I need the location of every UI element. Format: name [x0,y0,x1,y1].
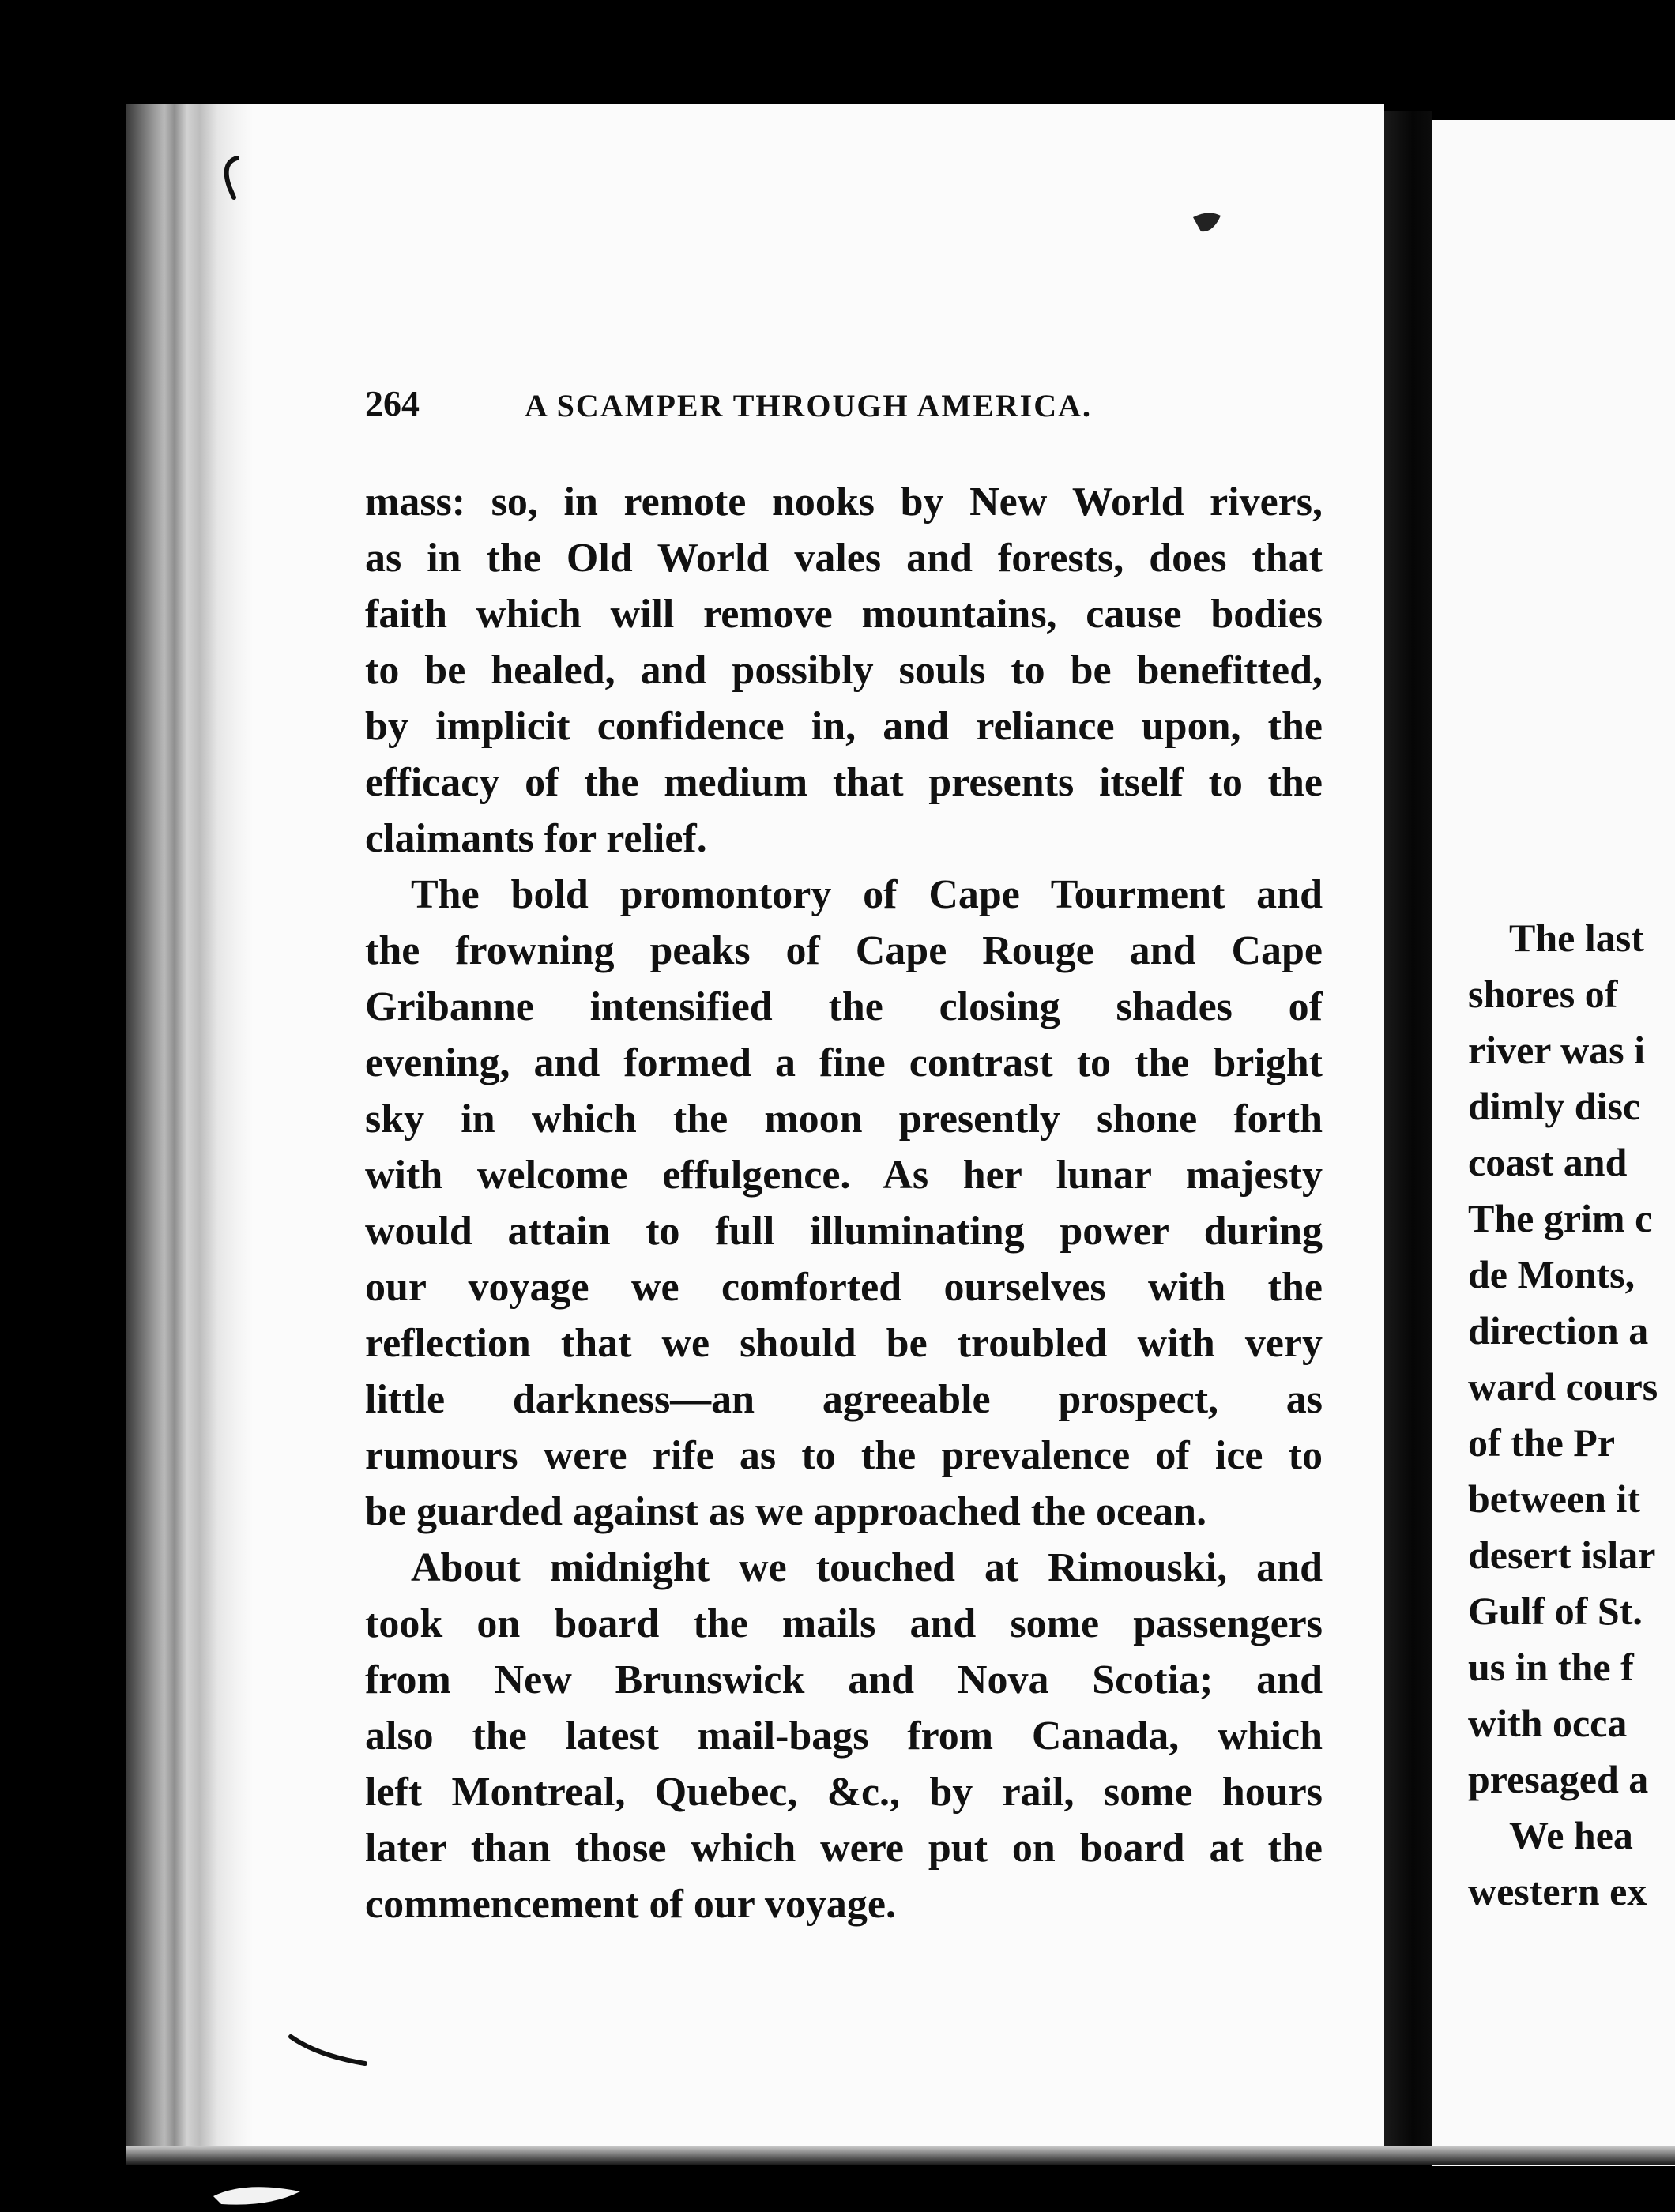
text-line: Gribanne intensified the closing shades of [365,984,1323,1029]
right-text-line: of the Pr [1468,1420,1616,1465]
text-line: be guarded against as we approached the ocean. [365,1489,1207,1534]
text-line: little darkness—an agreeable prospect, as [365,1377,1323,1422]
text-line: mass: so, in remote nooks by New World rivers, [365,480,1323,525]
right-text-line: western ex [1468,1869,1647,1913]
right-text-line: us in the f [1468,1645,1634,1689]
text-line: the frowning peaks of Cape Rouge and Cape [365,928,1323,973]
text-line: by implicit confidence in, and reliance upon, the [365,704,1323,749]
text-line: our voyage we comforted ourselves with the [365,1265,1323,1310]
right-text-line: with occa [1468,1701,1628,1745]
right-text-line: de Monts, [1468,1252,1635,1296]
page-number: 264 [365,383,420,423]
running-title: A SCAMPER THROUGH AMERICA. [525,388,1092,423]
right-text-line: We hea [1509,1813,1633,1857]
ink-blot [1189,209,1229,241]
bottom-page-edge [126,2146,1675,2165]
right-text-line: river was i [1468,1028,1646,1072]
right-text-line: coast and [1468,1140,1628,1184]
text-line: as in the Old World vales and forests, does that [365,536,1323,581]
text-line: with welcome effulgence. As her lunar majesty [365,1153,1323,1198]
corner-pencil-mark [213,149,261,212]
text-line: took on board the mails and some passengers [365,1601,1323,1646]
right-text-line: Gulf of St. [1468,1589,1643,1633]
text-line: claimants for relief. [365,816,707,861]
text-line: sky in which the moon presently shone forth [365,1097,1323,1142]
text-line: to be healed, and possibly souls to be benefitted, [365,648,1323,693]
right-text-line: desert islar [1468,1533,1656,1577]
right-text-line: ward cours [1468,1364,1658,1409]
text-line: faith which will remove mountains, cause bodies [365,592,1323,637]
scan-speck [205,2180,316,2212]
right-text-line: between it [1468,1477,1640,1521]
right-text-line: presaged a [1468,1757,1649,1801]
right-text-line: direction a [1468,1308,1649,1352]
right-text-line: dimly disc [1468,1084,1641,1128]
text-line: efficacy of the medium that presents itself to the [365,760,1323,805]
text-line: also the latest mail-bags from Canada, which [365,1714,1323,1759]
left-page-body [365,474,1323,1932]
bottom-pencil-stroke [286,2030,373,2078]
text-line: rumours were rife as to the prevalence of ice to [365,1433,1323,1478]
book-gutter [1384,111,1432,2165]
text-line: evening, and formed a fine contrast to the bright [365,1040,1323,1085]
text-line: would attain to full illuminating power during [365,1209,1323,1254]
text-line: commencement of our voyage. [365,1882,896,1927]
text-line: from New Brunswick and Nova Scotia; and [365,1657,1323,1702]
right-text-line: shores of [1468,972,1618,1016]
text-line: left Montreal, Quebec, &c., by rail, some hours [365,1770,1323,1815]
right-text-line: The last [1509,916,1644,960]
page-edge-shading [126,104,253,2165]
paragraph-start-line: The bold promontory of Cape Tourment and [411,872,1323,917]
paragraph-start-line: About midnight we touched at Rimouski, and [411,1545,1323,1590]
right-text-line: The grim c [1468,1196,1653,1240]
page-header [365,382,1321,438]
right-page-body-fragment [1468,910,1675,1920]
text-line: reflection that we should be troubled with very [365,1321,1323,1366]
text-line: later than those which were put on board at the [365,1826,1323,1871]
